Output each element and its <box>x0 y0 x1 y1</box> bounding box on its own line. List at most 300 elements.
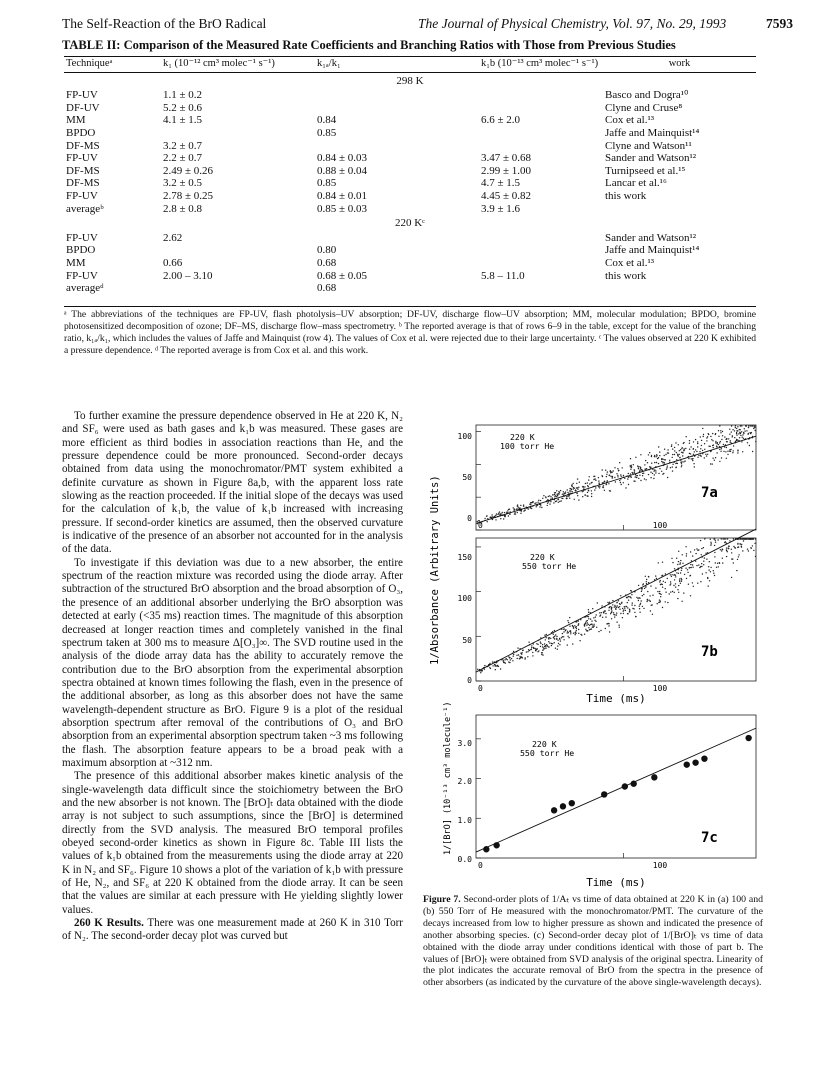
table-cell: 5.2 ± 0.6 <box>163 101 203 114</box>
data-point <box>588 490 589 491</box>
data-point <box>591 493 592 494</box>
data-point <box>565 629 566 630</box>
data-point <box>587 492 588 493</box>
data-point <box>700 455 701 456</box>
data-point <box>742 451 743 452</box>
data-point <box>605 616 606 617</box>
table-cell: 2.49 ± 0.26 <box>163 164 214 177</box>
data-point <box>681 466 682 467</box>
data-point <box>550 638 551 639</box>
data-point <box>587 622 588 623</box>
data-point <box>572 643 573 644</box>
data-point <box>551 643 552 644</box>
data-point <box>720 430 721 431</box>
table-cell: DF-UV <box>66 101 100 114</box>
data-point <box>531 508 532 509</box>
data-point <box>684 460 685 461</box>
data-point <box>689 567 690 568</box>
data-point <box>484 665 485 666</box>
data-point <box>518 654 519 655</box>
data-point <box>622 617 623 618</box>
data-point <box>672 454 673 455</box>
data-point <box>609 475 610 476</box>
data-point <box>631 594 632 595</box>
data-point <box>613 470 614 471</box>
data-point <box>559 501 560 502</box>
data-point <box>681 465 682 466</box>
data-point <box>540 643 541 644</box>
data-point <box>528 642 529 643</box>
data-point <box>679 580 680 581</box>
data-point <box>737 450 738 451</box>
data-point <box>707 578 708 579</box>
data-point <box>596 614 597 615</box>
data-point <box>673 585 674 586</box>
table-cell: Sander and Watson¹² <box>605 231 697 244</box>
data-point <box>535 650 536 651</box>
data-point <box>530 649 531 650</box>
data-point <box>732 436 733 437</box>
table-cell: Jaffe and Mainquist¹⁴ <box>605 244 700 257</box>
panel-7a <box>458 425 757 530</box>
data-point <box>670 467 671 468</box>
table-body <box>64 72 756 295</box>
data-point <box>692 567 693 568</box>
data-point <box>654 474 655 475</box>
data-point <box>675 463 676 464</box>
data-point <box>713 570 714 571</box>
data-point <box>574 625 575 626</box>
data-point <box>558 643 559 644</box>
data-point <box>508 661 509 662</box>
data-point <box>598 482 599 483</box>
data-point <box>720 441 721 442</box>
data-point <box>710 463 711 464</box>
ytick-label-7c: 2.0 <box>457 777 472 786</box>
data-point <box>686 436 687 437</box>
data-point <box>569 626 570 627</box>
xtick-label-7c: 0 <box>478 861 483 870</box>
data-point <box>605 613 606 614</box>
data-point <box>600 614 601 615</box>
data-point <box>619 606 620 607</box>
data-point <box>704 457 705 458</box>
data-point <box>643 608 644 609</box>
data-point <box>722 558 723 559</box>
data-point <box>741 538 742 539</box>
data-point <box>665 601 666 602</box>
data-point <box>548 641 549 642</box>
data-point <box>503 661 504 662</box>
data-point <box>650 477 651 478</box>
data-point <box>587 620 588 621</box>
data-point <box>578 620 579 621</box>
data-point <box>664 462 665 463</box>
data-point <box>641 591 642 592</box>
data-point <box>662 607 663 608</box>
data-point <box>616 614 617 615</box>
data-point <box>655 470 656 471</box>
data-point <box>487 521 488 522</box>
data-point <box>531 645 532 646</box>
data-point <box>632 602 633 603</box>
data-point <box>703 564 704 565</box>
data-point <box>556 496 557 497</box>
data-point <box>503 518 504 519</box>
table-cell <box>603 282 756 295</box>
data-point <box>532 501 533 502</box>
table-cell: 0.66 <box>163 256 183 269</box>
data-point <box>665 582 666 583</box>
data-point <box>610 490 611 491</box>
data-point <box>615 608 616 609</box>
data-point <box>716 446 717 447</box>
data-point <box>724 538 725 539</box>
table-row <box>64 165 756 178</box>
data-point <box>621 602 622 603</box>
data-point <box>708 434 709 435</box>
data-point <box>525 657 526 658</box>
data-point <box>731 431 732 432</box>
data-point <box>632 473 633 474</box>
col-header-k1: k₁ (10⁻¹² cm³ molec⁻¹ s⁻¹) <box>161 57 315 73</box>
data-point <box>517 647 518 648</box>
data-point <box>608 610 609 611</box>
data-point <box>713 573 714 574</box>
data-point <box>598 631 599 632</box>
data-point <box>634 605 635 606</box>
data-point <box>657 591 658 592</box>
data-point <box>555 648 556 649</box>
data-point <box>734 430 735 431</box>
data-point <box>712 463 713 464</box>
data-point <box>675 575 676 576</box>
data-point <box>669 584 670 585</box>
data-point <box>730 442 731 443</box>
data-point <box>741 546 742 547</box>
data-point <box>595 616 596 617</box>
data-point <box>617 468 618 469</box>
data-point <box>495 515 496 516</box>
data-point <box>682 554 683 555</box>
data-point <box>681 452 682 453</box>
data-point <box>727 454 728 455</box>
data-point <box>591 482 592 483</box>
data-point <box>646 583 647 584</box>
data-point <box>712 458 713 459</box>
data-point <box>542 646 543 647</box>
data-point <box>513 507 514 508</box>
data-point <box>681 578 682 579</box>
data-point <box>607 471 608 472</box>
data-point <box>630 476 631 477</box>
data-point <box>679 564 680 565</box>
data-point <box>594 478 595 479</box>
data-point <box>678 561 679 562</box>
data-point <box>682 455 683 456</box>
data-point <box>690 595 691 596</box>
table-cell: Cox et al.¹³ <box>605 114 655 127</box>
data-point <box>654 455 655 456</box>
data-point <box>732 429 733 430</box>
data-point <box>612 604 613 605</box>
data-point <box>734 547 735 548</box>
data-point <box>613 612 614 613</box>
data-point <box>720 432 721 433</box>
data-point <box>710 539 711 540</box>
data-point <box>635 476 636 477</box>
data-point <box>491 517 492 518</box>
data-point <box>588 609 589 610</box>
table-cell: FP-UV <box>66 189 98 202</box>
data-point <box>714 552 715 553</box>
data-point <box>733 450 734 451</box>
data-point <box>750 425 751 426</box>
data-point <box>630 469 631 470</box>
table-row <box>64 257 756 270</box>
data-point <box>640 469 641 470</box>
data-point <box>703 561 704 562</box>
table-cell <box>479 244 603 257</box>
data-point <box>723 451 724 452</box>
data-point <box>691 458 692 459</box>
data-point <box>680 572 681 573</box>
data-point <box>729 451 730 452</box>
table-cell: Sander and Watson¹² <box>605 152 697 165</box>
data-point <box>596 627 597 628</box>
data-point <box>741 544 742 545</box>
data-point <box>619 627 620 628</box>
data-point <box>693 454 694 455</box>
data-point <box>477 669 478 670</box>
data-point <box>755 556 756 557</box>
table-cell: 0.84 <box>317 114 337 127</box>
data-point <box>625 610 626 611</box>
data-point <box>676 558 677 559</box>
data-point <box>575 627 576 628</box>
data-point <box>740 425 741 426</box>
data-point <box>746 430 747 431</box>
figure-7 <box>420 410 765 890</box>
data-point <box>557 649 558 650</box>
data-point <box>667 465 668 466</box>
data-point <box>733 562 734 563</box>
data-point <box>642 606 643 607</box>
table-cell: 5.8 – 11.0 <box>481 269 525 282</box>
data-point <box>738 433 739 434</box>
data-point <box>627 607 628 608</box>
data-point <box>720 451 721 452</box>
data-point <box>692 555 693 556</box>
data-point <box>562 633 563 634</box>
data-point <box>706 455 707 456</box>
col-header-technique: Techniqueᵃ <box>64 57 161 73</box>
table-cell: 0.68 <box>317 256 337 269</box>
data-point <box>731 558 732 559</box>
data-point <box>754 425 755 426</box>
data-point <box>518 507 519 508</box>
data-point <box>724 436 725 437</box>
data-point <box>648 576 649 577</box>
data-point <box>624 608 625 609</box>
table-cell: 2.2 ± 0.7 <box>163 152 203 165</box>
data-point <box>721 538 722 539</box>
data-point <box>553 634 554 635</box>
data-point <box>729 540 730 541</box>
body-paragraph: The presence of this additional absorber makes kinetic analysis of the single-wavelength data difficult since the stoichiometry between the BrO and the new absorber is not known. The [BrO]ₜ data obtained with the diode array is not subject to such assumptions, since the [BrO] is determined directly from the SVD analysis. The measured BrO temporal profiles obeyed second-order kinetics as shown in Figure 8c. Table III lists the values of k₁b obtained from the measurements using the diode array at 220 K in N₂ and SF₆. Figure 10 shows a plot of the variation of k₁b with pressure of He, N₂, and SF₆ at 220 K obtained from the diode array. It can be seen that the values are similar at each pressure with He yielding slightly lower values. <box>62 770 403 916</box>
data-point <box>484 669 485 670</box>
table-cell: 4.1 ± 1.5 <box>163 114 203 127</box>
data-point <box>594 625 595 626</box>
data-point <box>545 646 546 647</box>
data-point <box>627 613 628 614</box>
data-point <box>701 755 707 761</box>
data-point <box>495 519 496 520</box>
data-point <box>554 492 555 493</box>
table-cell <box>161 244 315 257</box>
data-point <box>625 487 626 488</box>
data-point <box>639 475 640 476</box>
data-point <box>683 592 684 593</box>
data-point <box>606 476 607 477</box>
data-point <box>559 492 560 493</box>
data-point <box>504 659 505 660</box>
data-point <box>496 665 497 666</box>
data-point <box>615 481 616 482</box>
data-point <box>677 564 678 565</box>
table-row <box>64 89 756 102</box>
data-point <box>492 519 493 520</box>
data-point <box>718 444 719 445</box>
data-point <box>710 571 711 572</box>
data-point <box>623 611 624 612</box>
data-point <box>701 563 702 564</box>
data-point <box>648 454 649 455</box>
table-cell <box>161 127 315 140</box>
data-point <box>619 462 620 463</box>
data-point <box>711 543 712 544</box>
data-point <box>626 597 627 598</box>
data-point <box>666 467 667 468</box>
data-point <box>516 509 517 510</box>
data-point <box>629 609 630 610</box>
data-point <box>508 515 509 516</box>
data-point <box>640 480 641 481</box>
condition-temp-7a: 220 K <box>510 432 535 442</box>
data-point <box>688 458 689 459</box>
data-point <box>603 487 604 488</box>
data-point <box>520 653 521 654</box>
col-header-work: work <box>603 57 756 73</box>
data-point <box>701 445 702 446</box>
panel-label-7b: 7b <box>701 644 718 660</box>
data-point <box>635 457 636 458</box>
data-point <box>631 604 632 605</box>
data-point <box>753 550 754 551</box>
data-point <box>751 538 752 539</box>
data-point <box>589 483 590 484</box>
data-point <box>660 580 661 581</box>
data-point <box>588 612 589 613</box>
data-point <box>622 467 623 468</box>
data-point <box>714 556 715 557</box>
data-point <box>753 538 754 539</box>
data-point <box>529 650 530 651</box>
condition-temp-7b: 220 K <box>530 552 555 562</box>
data-point <box>578 487 579 488</box>
data-point <box>737 547 738 548</box>
data-point <box>665 573 666 574</box>
data-point <box>674 447 675 448</box>
data-point <box>718 436 719 437</box>
data-point <box>546 637 547 638</box>
data-point <box>712 433 713 434</box>
data-point <box>685 568 686 569</box>
data-point <box>714 575 715 576</box>
data-point <box>494 516 495 517</box>
data-point <box>585 483 586 484</box>
data-point <box>619 609 620 610</box>
table-section-label: 220 Kᶜ <box>394 217 425 230</box>
data-point <box>554 638 555 639</box>
data-point <box>721 448 722 449</box>
data-point <box>588 618 589 619</box>
data-point <box>705 572 706 573</box>
data-point <box>618 607 619 608</box>
data-point <box>615 606 616 607</box>
data-point <box>745 735 751 741</box>
data-point <box>515 513 516 514</box>
data-point <box>692 759 698 765</box>
body-text-column <box>62 410 403 944</box>
data-point <box>598 477 599 478</box>
data-point <box>729 546 730 547</box>
data-point <box>659 591 660 592</box>
table-cell <box>479 282 603 295</box>
data-point <box>664 449 665 450</box>
data-point <box>640 454 641 455</box>
data-point <box>715 540 716 541</box>
data-point <box>726 458 727 459</box>
data-point <box>612 476 613 477</box>
data-point <box>517 506 518 507</box>
data-point <box>536 649 537 650</box>
data-point <box>586 625 587 626</box>
data-point <box>617 476 618 477</box>
data-point <box>563 491 564 492</box>
data-point <box>745 538 746 539</box>
data-point <box>695 439 696 440</box>
data-point <box>548 496 549 497</box>
data-point <box>696 451 697 452</box>
data-point <box>622 608 623 609</box>
data-point <box>739 432 740 433</box>
data-point <box>577 495 578 496</box>
data-point <box>662 562 663 563</box>
data-point <box>560 803 566 809</box>
data-point <box>555 634 556 635</box>
data-point <box>698 455 699 456</box>
data-point <box>713 447 714 448</box>
data-point <box>604 611 605 612</box>
data-point <box>612 477 613 478</box>
data-point <box>644 588 645 589</box>
data-point <box>569 498 570 499</box>
data-point <box>675 442 676 443</box>
data-point <box>593 476 594 477</box>
data-point <box>674 454 675 455</box>
data-point <box>521 652 522 653</box>
